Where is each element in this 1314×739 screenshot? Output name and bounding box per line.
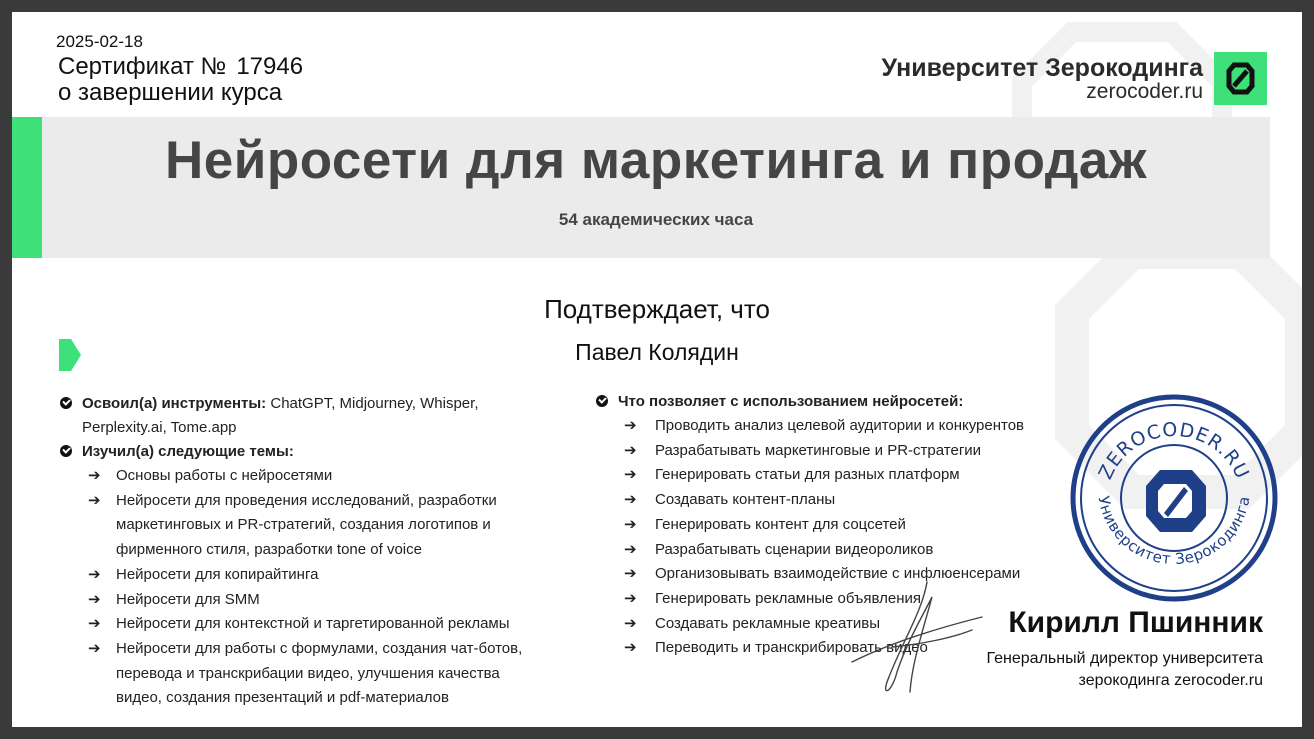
tools-value: ChatGPT, Midjourney, Whisper, Perplexity.ai, Tome.app [82, 395, 479, 436]
skills-heading-item [596, 390, 1056, 414]
arrow-right-icon: ➔ [88, 590, 101, 608]
university-stamp [1068, 392, 1280, 604]
arrow-right-icon: ➔ [624, 515, 637, 533]
list-item: ➔ Переводить и транскрибировать видео [596, 636, 1056, 661]
topics-item [60, 440, 540, 464]
certificate-label: Сертификат № [58, 53, 227, 80]
certificate-subtitle: о завершении курса [58, 79, 283, 106]
check-circle-icon [60, 397, 72, 409]
arrow-right-icon: ➔ [624, 491, 637, 509]
list-item: ➔ Создавать рекламные креативы [596, 612, 1056, 637]
certificate-number: 17946 [236, 53, 304, 80]
issue-date: 2025-02-18 [56, 32, 143, 51]
arrow-right-icon: ➔ [624, 639, 637, 657]
arrow-right-icon: ➔ [88, 467, 101, 484]
arrow-right-icon: ➔ [624, 565, 637, 583]
course-hours: 54 академических часа [558, 210, 754, 229]
stamp-bottom-text: Университет Зерокодинга [1094, 494, 1254, 569]
check-circle-icon [60, 445, 72, 457]
list-item: ➔ Генерировать контент для соцсетей [596, 513, 1056, 538]
left-column [60, 392, 540, 711]
list-item: ➔ Нейросети для работы с формулами, создания чат-ботов, перевода и транскрибации видео, улучшения качества видео, создания презентаций и pdf-материалов [60, 637, 540, 711]
stamp-top-text: ZEROCODER.RU [1094, 418, 1254, 483]
arrow-right-icon: ➔ [624, 589, 637, 607]
director-name: Кирилл Пшинник [1008, 606, 1263, 639]
tools-label: Освоил(а) инструменты: [82, 395, 267, 412]
certificate-title [58, 54, 303, 80]
confirms-text: Подтверждает, что [544, 294, 770, 324]
university-name: Университет Зерокодинга [881, 54, 1203, 82]
list-item: ➔ Генерировать статьи для разных платформ [596, 463, 1056, 488]
arrow-right-icon: ➔ [624, 466, 637, 484]
list-item: ➔ Создавать контент-планы [596, 488, 1056, 513]
list-item: ➔ Нейросети для проведения исследований, разработки маркетинговых и PR-стратегий, создания логотипов и фирменного стиля, разработки tone of voice [60, 489, 540, 563]
arrow-right-icon: ➔ [88, 565, 101, 583]
list-item: ➔ Нейросети для контекстной и таргетированной рекламы [60, 612, 540, 637]
arrow-right-icon: ➔ [624, 417, 637, 434]
arrow-right-icon: ➔ [624, 614, 637, 632]
university-site: zerocoder.ru [1086, 80, 1203, 103]
arrow-right-icon: ➔ [624, 441, 637, 459]
list-item: ➔ Генерировать рекламные объявления [596, 587, 1056, 612]
student-name: Павел Колядин [575, 339, 739, 365]
arrow-right-icon: ➔ [624, 540, 637, 558]
arrow-right-icon: ➔ [88, 639, 101, 657]
list-item: ➔ Проводить анализ целевой аудитории и конкурентов [596, 414, 1056, 439]
tools-item [60, 392, 540, 440]
topics-list [60, 464, 540, 711]
list-item: ➔ Организовывать взаимодействие с инфлюенсерами [596, 562, 1056, 587]
check-circle-icon [596, 395, 608, 407]
director-signature [832, 572, 1002, 702]
arrow-right-icon: ➔ [88, 491, 101, 509]
stamp-logo-icon [1146, 470, 1206, 532]
list-item: ➔ Нейросети для копирайтинга [60, 563, 540, 588]
zerocoder-logo-icon [1214, 52, 1267, 105]
topics-label: Изучил(а) следующие темы: [82, 443, 294, 460]
list-item: ➔ Нейросети для SMM [60, 588, 540, 613]
course-title: Нейросети для маркетинга и продаж [165, 131, 1147, 190]
list-item: ➔ Разрабатывать маркетинговые и PR-стратегии [596, 439, 1056, 464]
director-title [987, 648, 1263, 692]
list-item: ➔ Основы работы с нейросетями [60, 464, 540, 489]
banner-accent [12, 117, 42, 258]
certificate-page [12, 12, 1302, 727]
list-item: ➔ Разрабатывать сценарии видеороликов [596, 538, 1056, 563]
arrow-right-icon: ➔ [88, 615, 101, 633]
skills-heading: Что позволяет с использованием нейросетей: [618, 393, 964, 410]
director-title-line2: зерокодинга zerocoder.ru [1078, 672, 1263, 689]
director-title-line1: Генеральный директор университета [986, 650, 1263, 667]
